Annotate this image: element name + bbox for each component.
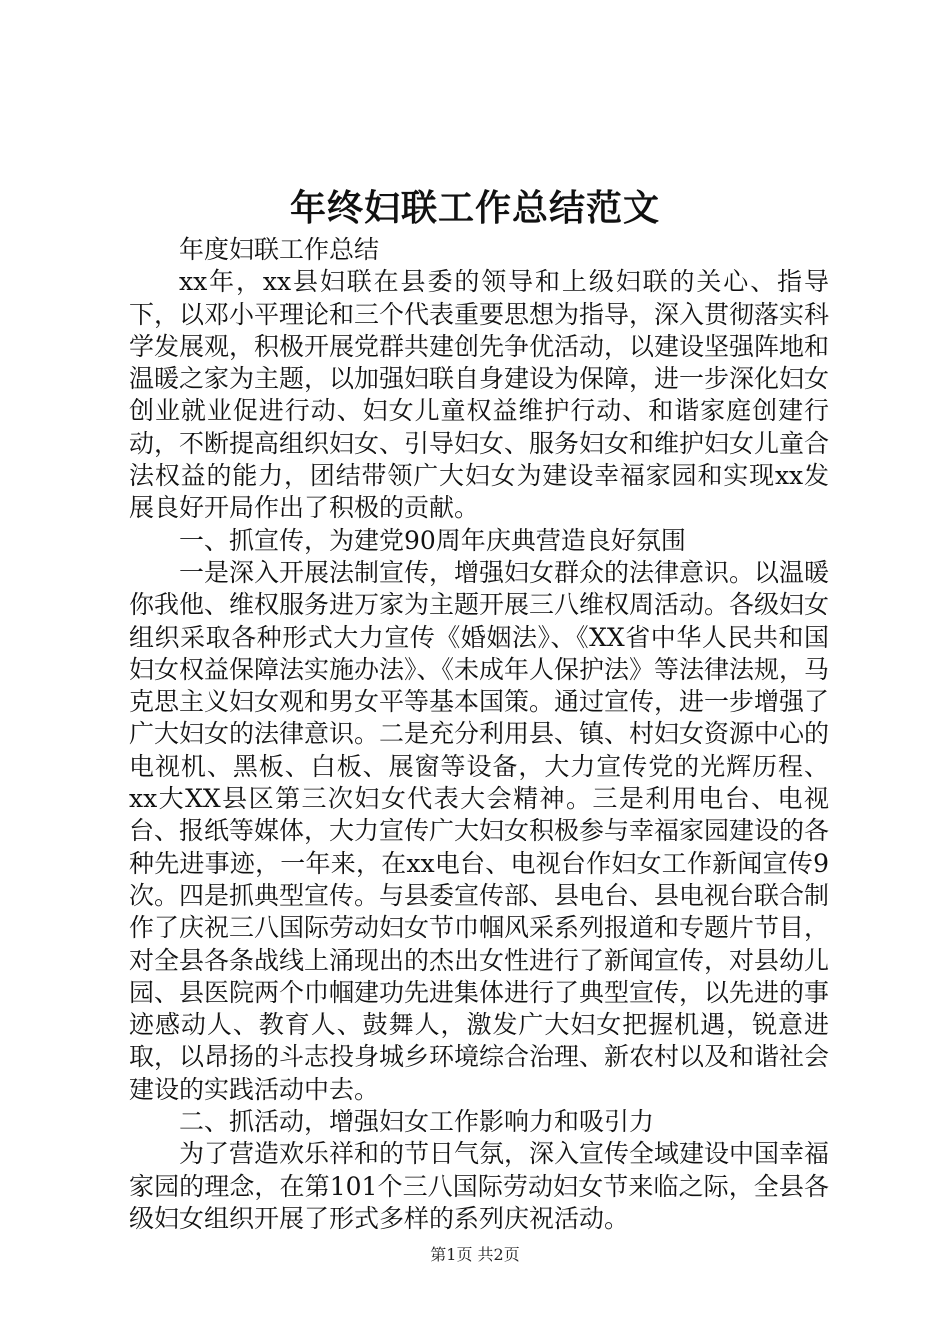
section-heading-2: 二、抓活动，增强妇女工作影响力和吸引力 bbox=[179, 1107, 655, 1137]
paragraph-activities: 为了营造欢乐祥和的节日气氛，深入宣传全域建设中国幸福家园的理念，在第101个三八国际劳动妇女节来临之际，全县各级妇女组织开展了形式多样的系列庆祝活动。 bbox=[129, 1139, 830, 1233]
section-heading-1: 一、抓宣传，为建党90周年庆典营造良好氛围 bbox=[179, 525, 686, 555]
paragraph-publicity: 一是深入开展法制宣传，增强妇女群众的法律意识。以温暖你我他、维权服务进万家为主题开展三八维权周活动。各级妇女组织采取各种形式大力宣传《婚姻法》、《XX省中华人民共和国妇女权益保障法实施办法》、《未成年人保护法》等法律法规，马克思主义妇女观和男女平等基本国策。通过宣传，进一步增强了广大妇女的法律意识。二是充分利用县、镇、村妇女资源中心的电视机、黑板、白板、展窗等设备，大力宣传党的光辉历程、xx大XX县区第三次妇女代表大会精神。三是利用电台、电视台、报纸等媒体，大力宣传广大妇女积极参与幸福家园建设的各种先进事迹，一年来，在xx电台、电视台作妇女工作新闻宣传9次。四是抓典型宣传。与县委宣传部、县电台、县电视台联合制作了庆祝三八国际劳动妇女节巾帼风采系列报道和专题片节目，对全县各条战线上涌现出的杰出女性进行了新闻宣传，对县幼儿园、县医院两个巾帼建功先进集体进行了典型宣传，以先进的事迹感动人、教育人、鼓舞人，激发广大妇女把握机遇，锐意进取，以昂扬的斗志投身城乡环境综合治理、新农村以及和谐社会建设的实践活动中去。 bbox=[129, 557, 830, 1104]
paragraph-intro: xx年，xx县妇联在县委的领导和上级妇联的关心、指导下，以邓小平理论和三个代表重要思想为指导，深入贯彻落实科学发展观，积极开展党群共建创先争优活动，以建设坚强阵地和温暖之家为主题，以加强妇联自身建设为保障，进一步深化妇女创业就业促进行动、妇女儿童权益维护行动、和谐家庭创建行动，不断提高组织妇女、引导妇女、服务妇女和维护妇女儿童合法权益的能力，团结带领广大妇女为建设幸福家园和实现xx发展良好开局作出了积极的贡献。 bbox=[129, 267, 830, 523]
page-number-total: 共2页 bbox=[477, 1245, 520, 1264]
document-subtitle: 年度妇联工作总结 bbox=[179, 235, 380, 264]
document-title: 年终妇联工作总结范文 bbox=[289, 187, 660, 229]
page-number-current: 第1页 bbox=[430, 1245, 473, 1264]
page-footer bbox=[0, 1244, 950, 1266]
document-body bbox=[129, 234, 829, 1235]
